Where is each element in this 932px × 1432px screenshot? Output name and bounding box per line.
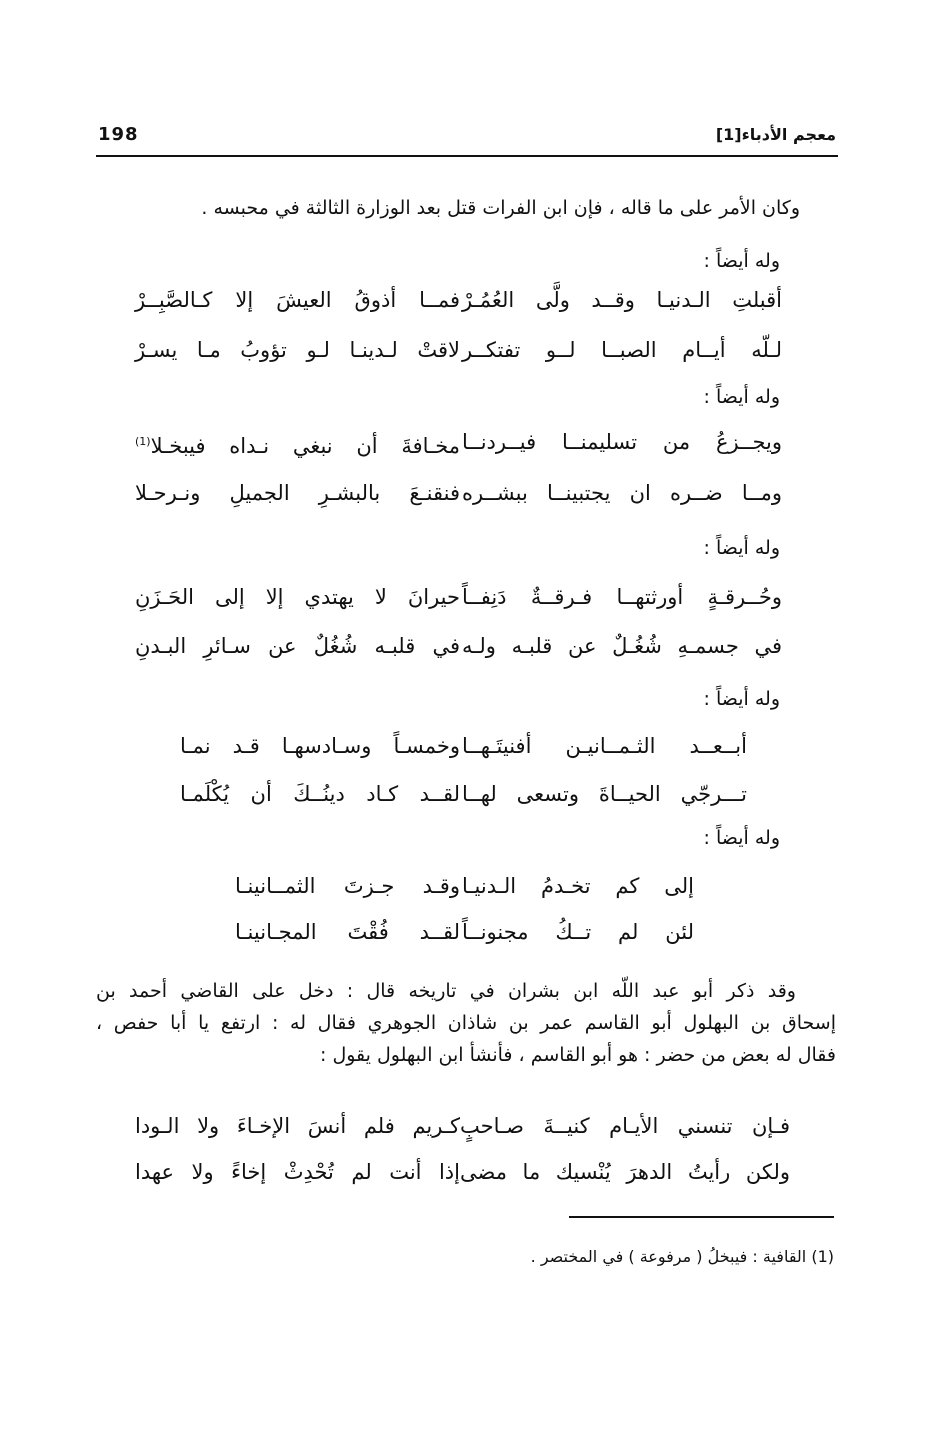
opening-line: وكان الأمر على ما قاله ، فإن ابن الفرات قتل بعد الوزارة الثالثة في محبسه . [201,197,800,219]
narrative-paragraph [96,975,836,1071]
verse-first-hemistich: أقبلتِ الـدنيـا وقــد ولَّى العُمُـرْ [462,288,782,312]
paragraph-line: فقال له بعض من حضر : هو أبو القاسم ، فأنشأ ابن البهلول يقول : [320,1044,836,1066]
verse-second-hemistich: لقــد كـاد دينُــكَ أن يُكْلَمـا [180,782,460,806]
book-title: معجم الأدباء[1] [715,125,836,144]
poem-intro: وله أيضاً : [703,386,780,408]
verse-first-hemistich: إلى كم تخـدمُ الـدنيـا [462,874,694,898]
verse-first-hemistich: ومــا ضــره ان يجتبينــا ببشــره [462,481,782,505]
page-number: 198 [98,124,139,145]
poem-intro: وله أيضاً : [703,688,780,710]
verse-second-hemistich [135,425,460,463]
verse-second-hemistich: وقـد جـزتَ الثمــانينـا [235,874,460,898]
verse-first-hemistich: أبــعــد الثـمــانيـن أفنيتَـهــا [462,734,747,758]
footnote-rule [569,1216,834,1218]
header-rule [96,155,838,157]
poem-intro: وله أيضاً : [703,827,780,849]
verse-second-hemistich: لقــد فُقْتَ المجـانينـا [235,920,460,944]
paragraph-line: إسحاق بن البهلول أبو القاسم عمر بن شاذان الجوهري فقال له : ارتفع يا أبا حفص ، [96,1012,836,1034]
verse-second-hemistich: لاقتْ لـدينـا لـو تؤوبُ مـا يسـرْ [135,338,460,362]
running-header [96,118,836,154]
verse-first-hemistich: ولكن رأيتُ الدهرَ يُنْسيك ما مضى [460,1160,790,1184]
footnote-marker: (1) [135,435,151,448]
verse-second-hemistich: فمــا أذوقُ العيشَ إلا كـالصَّبِــرْ [135,288,460,312]
verse-second-hemistich: وخمسـاً وسـادسهـا قـد نمـا [180,734,460,758]
verse-first-hemistich: تـــرجّي الحيــاةَ وتسعى لهــا [462,782,747,806]
poem-intro: وله أيضاً : [703,250,780,272]
poem-intro: وله أيضاً : [703,537,780,559]
hemistich-text: مخـافةَ أن نبغي نـداه فيبخـلا [150,434,460,458]
verse-second-hemistich: إذا أنت لم تُحْدِثْ إخاءً ولا عهدا [135,1160,460,1184]
paragraph-line: وقد ذكر أبو عبد اللّه ابن بشران في تاريخه قال : دخل على القاضي أحمد بن [96,980,796,1002]
verse-second-hemistich: فنقنـعَ بالبشـرِ الجميلِ ونـرحـلا [135,481,460,505]
verse-first-hemistich: فـإن تنسني الأيـام كنيــةَ صـاحبٍ [460,1114,790,1138]
footnote: (1) القافية : فيبخلُ ( مرفوعة ) في المختصر . [530,1247,834,1266]
verse-first-hemistich: وحُــرقـةٍ أورثتهــا فـرقــةٌ دَنِفــاً [462,585,782,609]
verse-first-hemistich: في جسمـهِ شُغُـلٌ عن قلبـه ولـه [462,634,782,658]
verse-second-hemistich: في قلبـه شُغُلٌ عن سـائرِ البـدنِ [135,634,460,658]
verse-second-hemistich: حيرانَ لا يهتدي إلا إلى الحَـزَنِ [135,585,460,609]
verse-second-hemistich: كـريم فلم أنسَ الإخـاءَ ولا الـودا [135,1114,460,1138]
verse-first-hemistich: لئن لم تــكُ مجنونــاً [462,920,694,944]
verse-first-hemistich: لـلّه أيــام الصبــا لــو تفتكــر [462,338,782,362]
verse-first-hemistich: ويجــزعُ من تسليمنــا فيــردنــا [462,430,782,454]
